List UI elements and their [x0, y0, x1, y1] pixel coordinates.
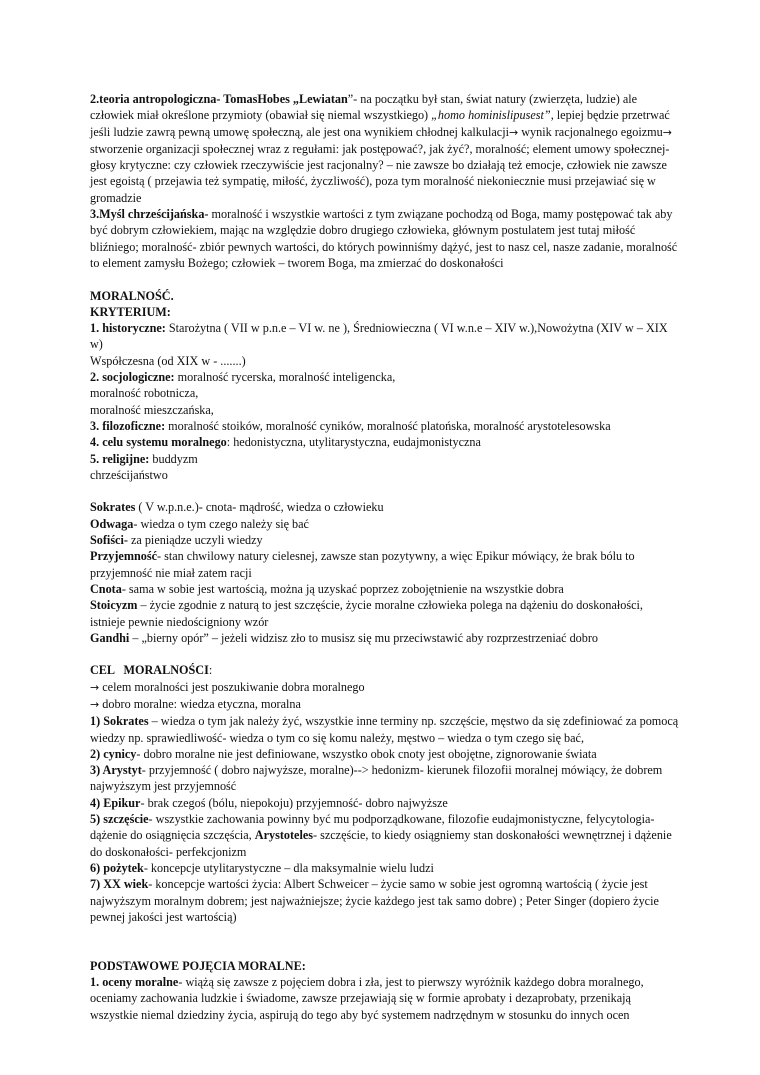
cel-item: 2) cynicy- dobro moralne nie jest definiowane, wszystko obok cnoty jest obojętne, zignorowanie świata: [90, 746, 597, 761]
theory-2-text-b: , lepiej będzie przetrwać jeśli ludzie zawrą pewną umowę społeczną, ale jest ona wynikiem chłodnej kalkulacji: [90, 108, 670, 139]
criterion-goal: 4. celu systemu moralnego: hedonistyczna, utylitarystyczna, eudajmonistyczna: [90, 435, 481, 450]
term-entry: Stoicyzm – życie zgodnie z naturą to jest szczęście, życie moralne człowieka polega na dążeniu do doskonałości, istnieje pewnie niedościgniony wzór: [90, 598, 643, 629]
arrow-right-icon: →: [90, 680, 100, 694]
theory-3-label: 3.Myśl chrześcijańska-: [90, 207, 209, 222]
theory-2-text-c: wynik racjonalnego egoizmu: [518, 124, 663, 139]
kryterium-heading: KRYTERIUM:: [90, 304, 171, 319]
criterion-label: 2. socjologiczne:: [90, 370, 175, 385]
criterion-sociological: 2. socjologiczne: moralność rycerska, moralność inteligencka,: [90, 370, 396, 385]
document-page: [90, 91, 680, 1023]
criterion-historical: 1. historyczne: Starożytna ( VII w p.n.e – VI w. ne ), Średniowieczna ( VI w.n.e – XIV w.),Nowożytna (XIV w – XIX w): [90, 321, 668, 352]
cel-item: 6) pożytek- koncepcje utylitarystyczne – dla maksymalnie wielu ludzi: [90, 860, 434, 875]
theory-2-label: 2.teoria antropologiczna- TomasHobes „Lewiatan: [90, 92, 348, 106]
cel-item: 5) szczęście- wszystkie zachowania powinny być mu podporządkowane, filozofie eudajmonistyczne, felycytologia- dążenie do osiągnięcia szczęścia, Arystoteles- szczęście, to kiedy osiągniemy stan doskonałości wewnętrznej i dążenie do doskonałości- perfekcjonizm: [90, 812, 672, 859]
criterion-label: 1. historyczne:: [90, 321, 166, 336]
criterion-label: 5. religijne:: [90, 451, 150, 466]
term-entry: Gandhi – „bierny opór” – jeżeli widzisz zło to musisz się mu przeciwstawić aby rozprzestrzeniać dobro: [90, 630, 599, 645]
criterion-religious-line2: chrześcijaństwo: [90, 467, 168, 482]
theory-2-quote: „homo hominislipusest”: [431, 108, 551, 123]
cel-item: 7) XX wiek- koncepcje wartości życia: Albert Schweicer – życie samo w sobie jest ogromną wartością ( życie jest najwyższym moralnym dobrem; jest najważniejsze; życie każdego jest tak samo dobre) ; Peter Singer (dopiero życie pewnej jakości jest wartością): [90, 877, 659, 924]
pojecia-item: 1. oceny moralne- wiążą się zawsze z pojęciem dobra i zła, jest to pierwszy wyróżnik każdego dobra moralnego, oceniamy zachowania ludzkie i świadome, zawsze przejawiają się w formie aprobaty i dezaprobaty, przenikają wszystkie niemal dziedziny życia, aspirują do tego aby być systemem nadrzędnym w stosunku do innych ocen: [90, 975, 644, 1022]
criterion-sociological-line3: moralność mieszczańska,: [90, 402, 214, 417]
criterion-historical-line2: Współczesna (od XIX w - .......): [90, 353, 246, 368]
term-entry: Odwaga- wiedza o tym czego należy się bać: [90, 516, 309, 531]
term-entry: Sofiści- za pieniądze uczyli wiedzy: [90, 533, 263, 548]
term-entry: Sokrates ( V w.p.n.e.)- cnota- mądrość, wiedza o człowieku: [90, 500, 384, 515]
term-entry: Cnota- sama w sobie jest wartością, można ją uzyskać poprzez zobojętnienie na wszystkie dobra: [90, 581, 564, 596]
theory-2-paragraph: [90, 91, 680, 206]
cel-arrow-line-2: → dobro moralne: wiedza etyczna, moralna: [90, 696, 301, 711]
arrow-right-icon: →: [90, 697, 100, 711]
arrow-right-icon: →: [662, 125, 672, 139]
cel-heading: CEL MORALNOŚCI:: [90, 663, 213, 678]
arrow-right-icon: →: [508, 125, 519, 139]
criterion-label: 3. filozoficzne:: [90, 418, 166, 433]
theory-3-text: moralność i wszystkie wartości z tym związane pochodzą od Boga, mamy postępować tak aby być dobrym człowiekiem, mając na względzie dobro drugiego człowieka, głównym postulatem jest tutaj miłość bliźniego; moralność- zbiór pewnych wartości, do których powinniśmy dążyć, jest to nasz cel, nasze zadanie, moralność to element zamysłu Bożego; człowiek – tworem Boga, ma zmierzać do doskonałości: [90, 207, 678, 270]
cel-item: 1) Sokrates – wiedza o tym jak należy żyć, wszystkie inne terminy np. szczęście, męstwo da się zdefiniować za pomocą wiedzy np. sprawiedliwość- wiedza o tym co się komu należy, męstwo – wiedza o tym czego się bać,: [90, 714, 679, 745]
theory-3-paragraph: [90, 206, 680, 271]
term-entry: Przyjemność- stan chwilowy natury cielesnej, zawsze stan pozytywny, a więc Epikur mówiący, że brak bólu to przyjemność nie miał zatem racji: [90, 549, 635, 580]
cel-item: 3) Arystyt- przyjemność ( dobro najwyższe, moralne)--> hedonizm- kierunek filozofii moralnej mówiący, że dobrem najwyższym jest przyjemność: [90, 763, 663, 794]
theory-2-text-a: ”- na początku był stan, świat natury (zwierzęta, ludzie) ale człowiek miał określone przymioty (obawiał się niemal wszystkiego): [90, 92, 638, 123]
cel-arrow-line-1: → celem moralności jest poszukiwanie dobra moralnego: [90, 679, 365, 694]
moralnosc-heading: MORALNOŚĆ.: [90, 288, 174, 303]
criterion-sociological-line2: moralność robotnicza,: [90, 386, 199, 401]
cel-item: 4) Epikur- brak czegoś (bólu, niepokoju) przyjemność- dobro najwyższe: [90, 795, 448, 810]
criterion-label: 4. celu systemu moralnego: [90, 435, 227, 450]
criterion-religious: 5. religijne: buddyzm: [90, 451, 198, 466]
pojecia-heading: PODSTAWOWE POJĘCIA MORALNE:: [90, 958, 306, 973]
criterion-philosophical: 3. filozoficzne: moralność stoików, moralność cyników, moralność platońska, moralność arystotelesowska: [90, 418, 611, 433]
theory-2-text-d: stworzenie organizacji społecznej wraz z regułami: jak postępować?, jak żyć?, moralność; element umowy społecznej- głosy krytyczne: czy człowiek rzeczywiście jest racjonalny? – nie zawsze bo działają też emocje, człowiek nie zawsze jest egoistą ( przejawia też sympatię, miłość, życzliwość), poza tym moralność niekoniecznie musi przejawiać się w gromadzie: [90, 141, 670, 205]
